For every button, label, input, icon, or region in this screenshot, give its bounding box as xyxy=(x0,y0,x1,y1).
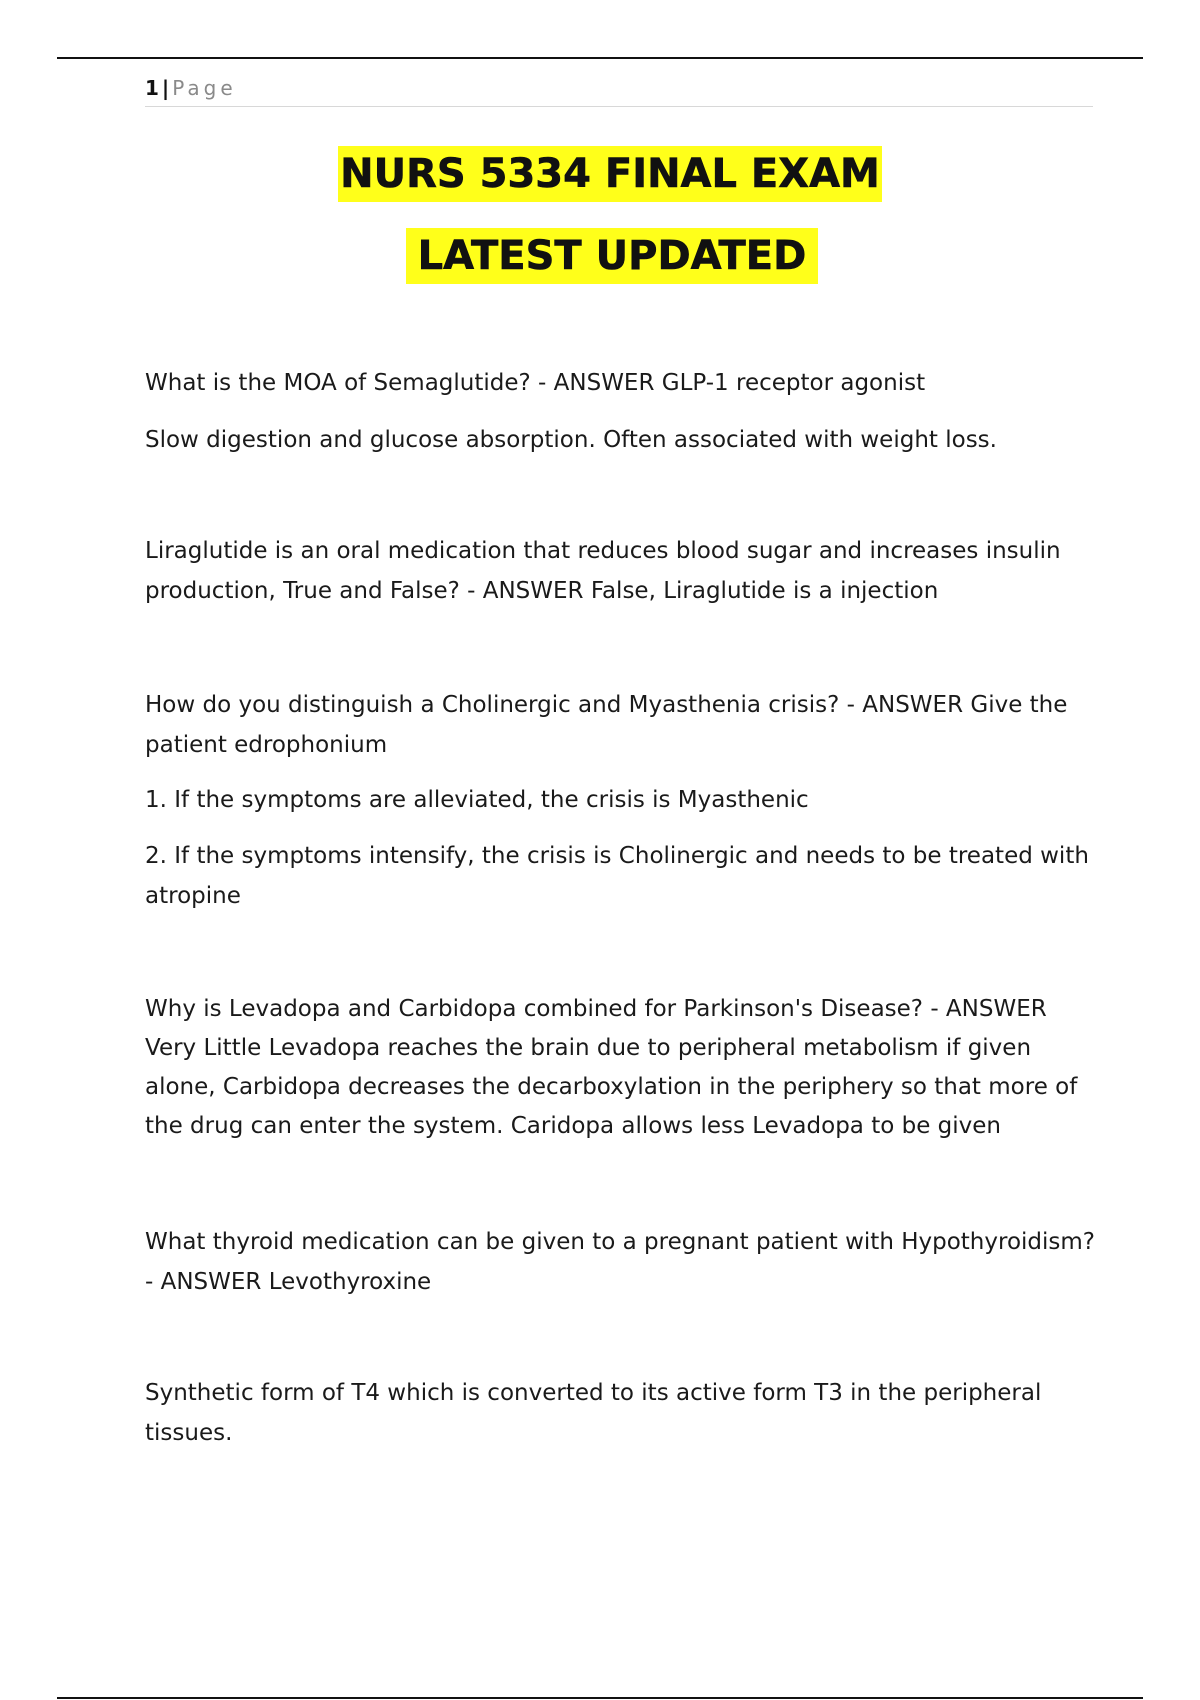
crisis-point-1: 1. If the symptoms are alleviated, the crisis is Myasthenic xyxy=(145,787,809,813)
answer-thyroid-detail: Synthetic form of T4 which is converted to its active form T3 in the peripheral tissues. xyxy=(145,1380,1042,1446)
question-crisis: How do you distinguish a Cholinergic and Myasthenia crisis? - ANSWER Give the patient edrophonium xyxy=(145,692,1068,758)
page-header xyxy=(145,74,1093,107)
question-liraglutide: Liraglutide is an oral medication that reduces blood sugar and increases insulin production, True and False? - ANSWER False, Liraglutide is a injection xyxy=(145,538,1061,604)
document-subtitle: LATEST UPDATED xyxy=(406,228,819,284)
question-thyroid: What thyroid medication can be given to a pregnant patient with Hypothyroidism? - ANSWER Levothyroxine xyxy=(145,1229,1095,1295)
page-label: Page xyxy=(172,76,237,100)
bottom-rule xyxy=(57,1697,1143,1699)
document-title: NURS 5334 FINAL EXAM xyxy=(338,146,882,202)
top-rule xyxy=(57,57,1143,59)
question-semaglutide: What is the MOA of Semaglutide? - ANSWER GLP-1 receptor agonist xyxy=(145,370,926,396)
page-separator: | xyxy=(161,76,170,100)
title-line-1-wrap xyxy=(0,146,1200,202)
crisis-point-2: 2. If the symptoms intensify, the crisis is Cholinergic and needs to be treated with atropine xyxy=(145,843,1089,909)
question-levadopa: Why is Levadopa and Carbidopa combined for Parkinson's Disease? - ANSWER Very Little Levadopa reaches the brain due to peripheral metabolism if given alone, Carbidopa decreases the decarboxylation in the periphery so that more of the drug can enter the system. Caridopa allows less Levadopa to be given xyxy=(145,996,1078,1139)
page-number: 1 xyxy=(145,76,159,100)
title-line-2-wrap xyxy=(0,228,1200,284)
answer-semaglutide-detail: Slow digestion and glucose absorption. Often associated with weight loss. xyxy=(145,427,997,453)
